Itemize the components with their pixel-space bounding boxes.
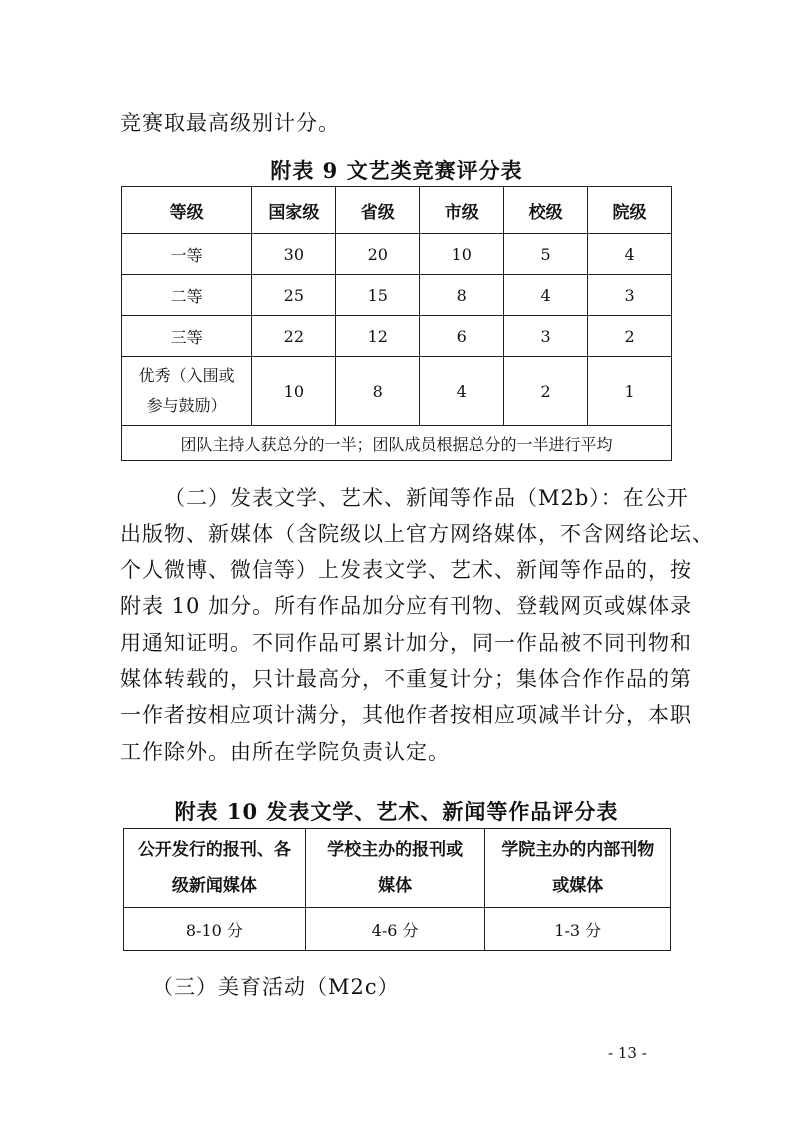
table9-cell: 4 xyxy=(420,357,504,426)
table9-caption: 附表 9 文艺类竞赛评分表 xyxy=(270,158,523,183)
table9-cell: 4 xyxy=(588,234,672,275)
table9-cell: 30 xyxy=(252,234,336,275)
table9-cell: 6 xyxy=(420,316,504,357)
paragraph2-line: （二）发表文学、艺术、新闻等作品（M2b）：在公开 xyxy=(164,486,689,510)
table10-caption: 附表 10 发表文学、艺术、新闻等作品评分表 xyxy=(174,799,619,824)
table9-cell: 10 xyxy=(252,357,336,426)
table9-header-row xyxy=(122,187,672,234)
table9-row-label: 一等 xyxy=(122,234,252,275)
table9-cell: 4 xyxy=(504,275,588,316)
paragraph2-line: 媒体转载的，只计最高分，不重复计分；集体合作作品的第 xyxy=(120,667,692,691)
table-row xyxy=(122,234,672,275)
table10-header-school-line2: 媒体 xyxy=(378,876,413,896)
table10-header-row xyxy=(124,829,671,908)
table10-header-public xyxy=(124,829,306,908)
paragraph2-line: 出版物、新媒体（含院级以上官方网络媒体，不含网络论坛、 xyxy=(120,522,714,546)
paragraph2-line: 工作除外。由所在学院负责认定。 xyxy=(120,740,450,764)
table-row xyxy=(122,316,672,357)
table10-header-public-line2: 级新闻媒体 xyxy=(171,876,257,896)
table9-cell: 22 xyxy=(252,316,336,357)
table10-header-school xyxy=(305,829,485,908)
table10-header-college xyxy=(485,829,671,908)
table9-cell: 8 xyxy=(420,275,504,316)
table10 xyxy=(123,828,671,951)
table9-header-college: 院级 xyxy=(588,187,672,234)
page-number: - 13 - xyxy=(608,1044,647,1062)
table9-header-national: 国家级 xyxy=(252,187,336,234)
table-row xyxy=(124,908,671,951)
table9-header-grade: 等级 xyxy=(122,187,252,234)
paragraph2-line: 个人微博、微信等）上发表文学、艺术、新闻等作品的，按 xyxy=(120,558,692,582)
table9-cell: 20 xyxy=(336,234,420,275)
table9 xyxy=(121,186,672,461)
table9-cell: 15 xyxy=(336,275,420,316)
table9-row-label: 二等 xyxy=(122,275,252,316)
table10-cell: 8-10 分 xyxy=(124,908,306,951)
paragraph2-line: 一作者按相应项计满分，其他作者按相应项减半计分，本职 xyxy=(120,703,692,727)
table9-cell: 12 xyxy=(336,316,420,357)
table9-cell: 2 xyxy=(588,316,672,357)
paragraph2-line: 用通知证明。不同作品可累计加分，同一作品被不同刊物和 xyxy=(120,631,692,655)
table10-header-college-line2: 或媒体 xyxy=(552,876,604,896)
table9-cell: 25 xyxy=(252,275,336,316)
table9-row-label-line2: 参与鼓励） xyxy=(146,396,227,415)
table10-cell: 4-6 分 xyxy=(305,908,485,951)
table-row xyxy=(122,275,672,316)
intro-line: 竞赛取最高级别计分。 xyxy=(120,111,340,135)
table9-header-province: 省级 xyxy=(336,187,420,234)
table9-row-label: 三等 xyxy=(122,316,252,357)
table10-header-public-line1: 公开发行的报刊、各 xyxy=(137,840,291,860)
table9-cell: 3 xyxy=(504,316,588,357)
table9-cell: 8 xyxy=(336,357,420,426)
table9-cell: 5 xyxy=(504,234,588,275)
table9-cell: 3 xyxy=(588,275,672,316)
section3-heading: （三）美育活动（M2c） xyxy=(152,975,400,999)
table10-header-school-line1: 学校主办的报刊或 xyxy=(327,840,464,860)
paragraph2-line: 附表 10 加分。所有作品加分应有刊物、登载网页或媒体录 xyxy=(120,594,693,618)
table9-header-school: 校级 xyxy=(504,187,588,234)
table9-row-label-line1: 优秀（入围或 xyxy=(138,366,235,385)
table9-note: 团队主持人获总分的一半；团队成员根据总分的一半进行平均 xyxy=(122,426,672,461)
table9-cell: 10 xyxy=(420,234,504,275)
table9-note-row xyxy=(122,426,672,461)
table9-cell: 2 xyxy=(504,357,588,426)
table-row xyxy=(122,357,672,426)
table9-row-label xyxy=(122,357,252,426)
table9-cell: 1 xyxy=(588,357,672,426)
table10-header-college-line1: 学院主办的内部刊物 xyxy=(501,840,655,860)
table9-header-city: 市级 xyxy=(420,187,504,234)
table10-cell: 1-3 分 xyxy=(485,908,671,951)
